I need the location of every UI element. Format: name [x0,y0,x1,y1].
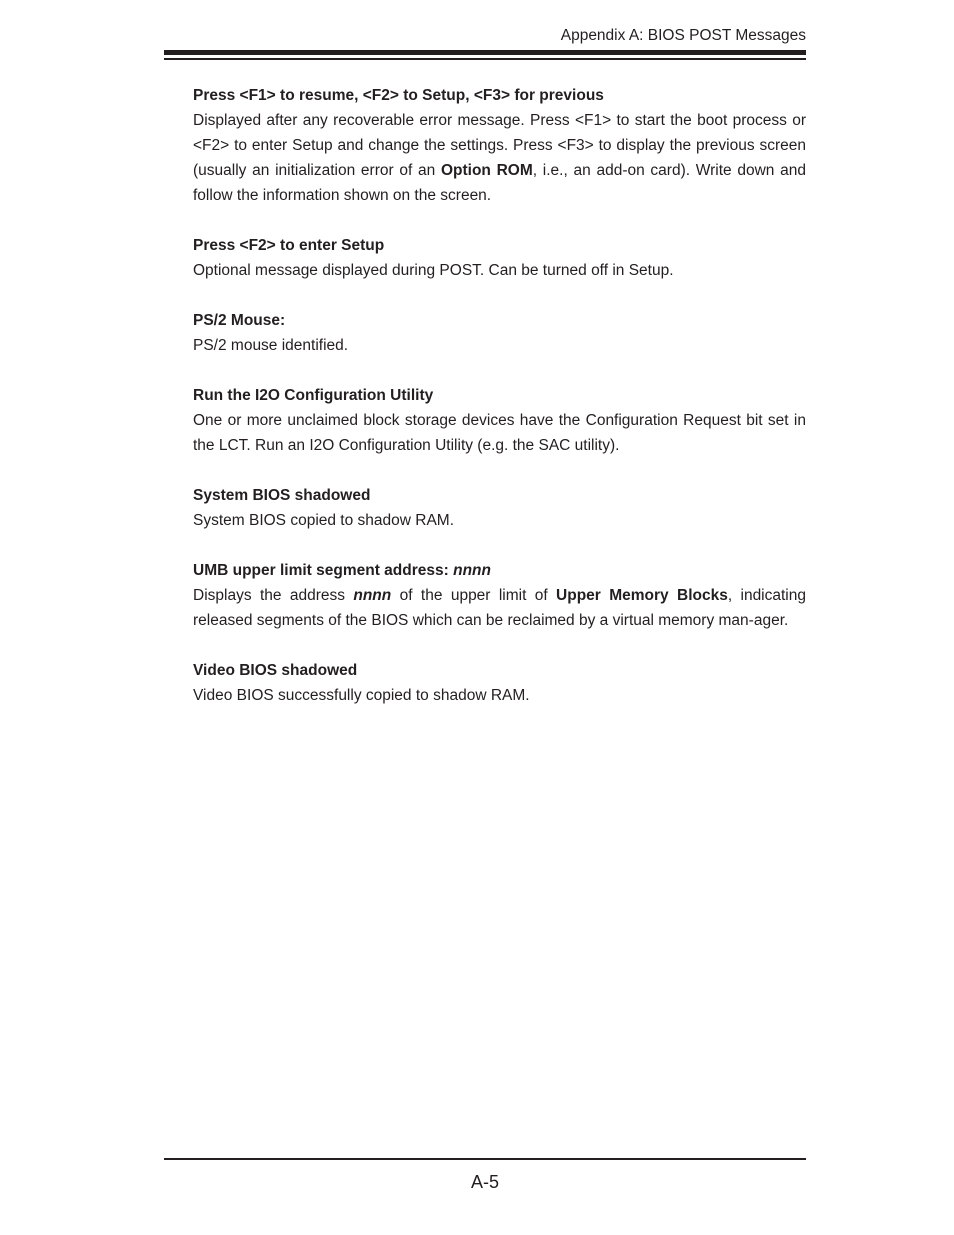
entry-title: PS/2 Mouse: [193,312,286,329]
entry-body-text: , i.e., an add-on card). Write down and follow the information shown on the screen. [193,162,806,204]
entry-umb-upper-limit [193,558,806,633]
entry-body: Optional message displayed during POST. Can be turned off in Setup. [193,262,674,279]
entry-title: Video BIOS shadowed [193,662,358,679]
entry-title: Press <F2> to enter Setup [193,237,385,254]
entry-body-italic: nnnn [353,587,392,604]
entry-title: System BIOS shadowed [193,487,371,504]
entry-body: PS/2 mouse identified. [193,337,349,354]
entry-system-bios-shadowed [193,483,806,533]
entry-body: Video BIOS successfully copied to shadow RAM. [193,687,530,704]
entry-title: Press <F1> to resume, <F2> to Setup, <F3> for previous [193,87,604,104]
entry-title: Run the I2O Configuration Utility [193,387,434,404]
entry-body-text: , indicating released segments of the BIOS which can be reclaimed by a virtual memory man-ager. [193,587,806,629]
entry-body-text: Displays the address [193,587,354,604]
entry-body [193,583,806,633]
entry-title [193,558,806,583]
header-rule-thick [164,50,806,55]
entry-i2o-utility [193,383,806,458]
entry-body-text: of the upper limit of [391,587,557,604]
entry-f1-resume [193,83,806,208]
page-number: A-5 [470,1172,499,1192]
entry-body-text: Displayed after any recoverable error message. Press <F1> to start the boot process or <F2> to enter Setup and change the settings. Press <F3> to display the previous screen (usually an initialization error of an [193,112,806,179]
footer-rule [164,1158,806,1160]
header-rule-thin [164,58,806,60]
entry-body [193,108,806,208]
entry-title-italic: nnnn [453,562,491,579]
entry-f2-setup [193,233,806,283]
entry-video-bios-shadowed [193,658,806,708]
main-content [193,83,806,733]
entry-ps2-mouse [193,308,806,358]
entry-body-bold: Option ROM [440,162,533,179]
entry-body: System BIOS copied to shadow RAM. [193,512,455,529]
entry-body: One or more unclaimed block storage devices have the Configuration Request bit set in the LCT. Run an I2O Configuration Utility (e.g. the SAC utility). [193,412,806,454]
entry-title-text: UMB upper limit segment address: [193,562,454,579]
entry-body-bold: Upper Memory Blocks [556,587,728,604]
header-title: Appendix A: BIOS POST Messages [560,27,806,44]
